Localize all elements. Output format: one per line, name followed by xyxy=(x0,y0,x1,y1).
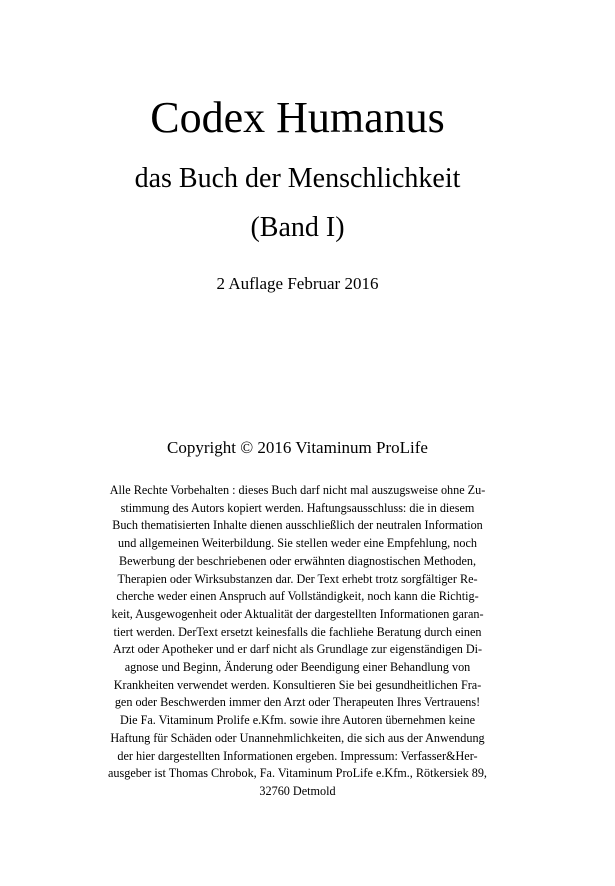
disclaimer-line: Bewerbung der beschriebenen oder erwähnten diagnostischen Methoden, xyxy=(118,553,477,568)
disclaimer-line: tiert werden. DerText ersetzt keinesfalls die fachliehe Beratung durch einen xyxy=(113,624,482,639)
disclaimer-line: 32760 Detmold xyxy=(259,783,336,798)
disclaimer-line: Alle Rechte Vorbehalten : dieses Buch darf nicht mal auszugsweise ohne Zu- xyxy=(109,483,486,497)
disclaimer-line: Krankheiten verwendet werden. Konsultieren Sie bei gesundheitlichen Fra- xyxy=(113,677,482,692)
disclaimer-line: Die Fa. Vitaminum Prolife e.Kfm. sowie ihre Autoren übernehmen keine xyxy=(119,713,476,728)
disclaimer-line: und allgemeinen Weiterbildung. Sie stellen weder eine Empfehlung, noch xyxy=(118,536,477,551)
disclaimer-line: stimmung des Autors kopiert werden. Haftungsausschluss: die in diesem xyxy=(120,500,475,515)
legal-disclaimer xyxy=(100,482,495,801)
disclaimer-line: der hier dargestellten Informationen ergeben. Impressum: Verfasser&Her- xyxy=(117,748,478,763)
disclaimer-line: gen oder Beschwerden immer den Arzt oder Therapeuten Ihres Vertrauens! xyxy=(114,695,481,710)
edition-line: 2 Auflage Februar 2016 xyxy=(216,274,379,293)
disclaimer-line: Arzt oder Apotheker und er darf nicht als Grundlage zur eigenständigen Di- xyxy=(112,642,483,657)
disclaimer-line: agnose und Beginn, Änderung oder Beendigung einer Behandlung von xyxy=(124,660,471,675)
disclaimer-line: cherche weder einen Anspruch auf Vollständigkeit, noch kann die Richtig- xyxy=(116,589,479,604)
book-title: Codex Humanus xyxy=(150,93,445,142)
disclaimer-line: keit, Ausgewogenheit oder Aktualität der dargestellten Informationen garan- xyxy=(111,606,484,621)
disclaimer-line: Haftung für Schäden oder Unannehmlichkeiten, die sich aus der Anwendung xyxy=(110,730,485,745)
disclaimer-line: Therapien oder Wirksubstanzen dar. Der Text erhebt trotz sorgfältiger Re- xyxy=(117,571,478,586)
copyright-line: Copyright © 2016 Vitaminum ProLife xyxy=(167,438,428,457)
disclaimer-line: ausgeber ist Thomas Chrobok, Fa. Vitaminum ProLife e.Kfm., Rötkersiek 89, xyxy=(108,766,487,781)
book-subtitle: das Buch der Menschlichkeit xyxy=(134,163,461,194)
volume-label: (Band I) xyxy=(250,212,345,243)
disclaimer-line: Buch thematisierten Inhalte dienen ausschließlich der neutralen Information xyxy=(112,518,483,533)
